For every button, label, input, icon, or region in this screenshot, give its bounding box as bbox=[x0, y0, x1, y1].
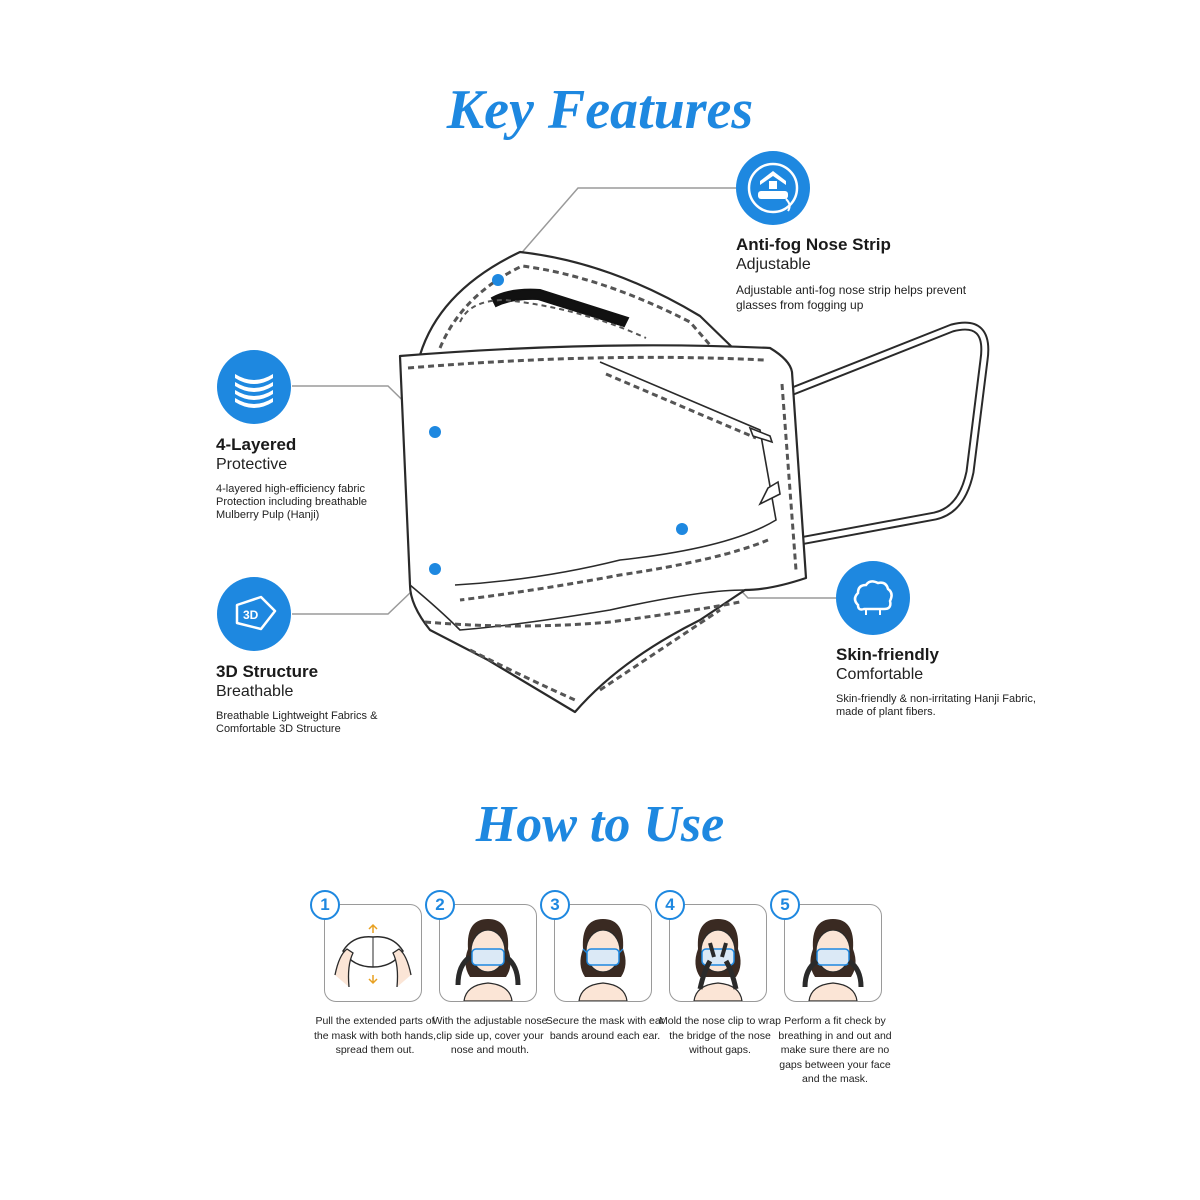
feature-structure-desc: Breathable Lightweight Fabrics & Comfortable 3D Structure bbox=[216, 710, 378, 735]
dot-layers bbox=[429, 426, 441, 438]
feature-structure-name: 3D Structure bbox=[216, 662, 319, 681]
feature-skin-desc: Skin-friendly & non-irritating Hanji Fabric, made of plant fibers. bbox=[836, 693, 1036, 718]
nose-strip-icon bbox=[736, 151, 810, 225]
feature-nose-strip-desc: Adjustable anti-fog nose strip helps prevent glasses from fogging up bbox=[736, 283, 967, 312]
dot-skin bbox=[676, 523, 688, 535]
feature-nose-strip-name: Anti-fog Nose Strip bbox=[736, 235, 891, 254]
step-2-illustration bbox=[439, 904, 537, 1002]
mask-front-panel bbox=[400, 345, 806, 712]
step-5-illustration bbox=[784, 904, 882, 1002]
feature-layers bbox=[216, 434, 396, 522]
step-4-number: 4 bbox=[655, 890, 685, 920]
feature-skin bbox=[836, 644, 1056, 719]
step-1-illustration bbox=[324, 904, 422, 1002]
feature-nose-strip bbox=[736, 234, 996, 313]
step-4-illustration bbox=[669, 904, 767, 1002]
layers-icon bbox=[217, 350, 291, 424]
step-2-number: 2 bbox=[425, 890, 455, 920]
feature-layers-sub: Protective bbox=[216, 456, 288, 473]
how-to-use-title: How to Use bbox=[475, 796, 725, 853]
step-3-number: 3 bbox=[540, 890, 570, 920]
feature-skin-name: Skin-friendly bbox=[836, 645, 939, 664]
feature-layers-name: 4-Layered bbox=[216, 435, 297, 454]
feature-structure-sub: Breathable bbox=[216, 683, 294, 700]
step-3-caption: Secure the mask with ear bands around each ear. bbox=[545, 1015, 665, 1042]
3d-icon-label: 3D bbox=[243, 608, 259, 622]
key-features-title: Key Features bbox=[446, 79, 754, 141]
dot-structure bbox=[429, 563, 441, 575]
step-5-number: 5 bbox=[770, 890, 800, 920]
dot-nose-strip bbox=[492, 274, 504, 286]
cotton-icon bbox=[836, 561, 910, 635]
step-1-number: 1 bbox=[310, 890, 340, 920]
step-4-caption: Mold the nose clip to wrap the bridge of the nose without gaps. bbox=[659, 1015, 781, 1056]
step-1-caption: Pull the extended parts of the mask with both hands, spread them out. bbox=[314, 1015, 436, 1056]
feature-layers-desc: 4-layered high-efficiency fabric Protection including breathable Mulberry Pulp (Hanji) bbox=[216, 483, 368, 521]
feature-nose-strip-sub: Adjustable bbox=[736, 256, 811, 273]
feature-structure bbox=[216, 661, 416, 736]
step-3-illustration bbox=[554, 904, 652, 1002]
3d-mask-icon bbox=[217, 577, 291, 651]
step-2-caption: With the adjustable nose clip side up, cover your nose and mouth. bbox=[432, 1015, 548, 1056]
feature-skin-sub: Comfortable bbox=[836, 666, 924, 683]
step-5-caption: Perform a fit check by breathing in and out and make sure there are no gaps between your face and the mask. bbox=[778, 1015, 892, 1085]
